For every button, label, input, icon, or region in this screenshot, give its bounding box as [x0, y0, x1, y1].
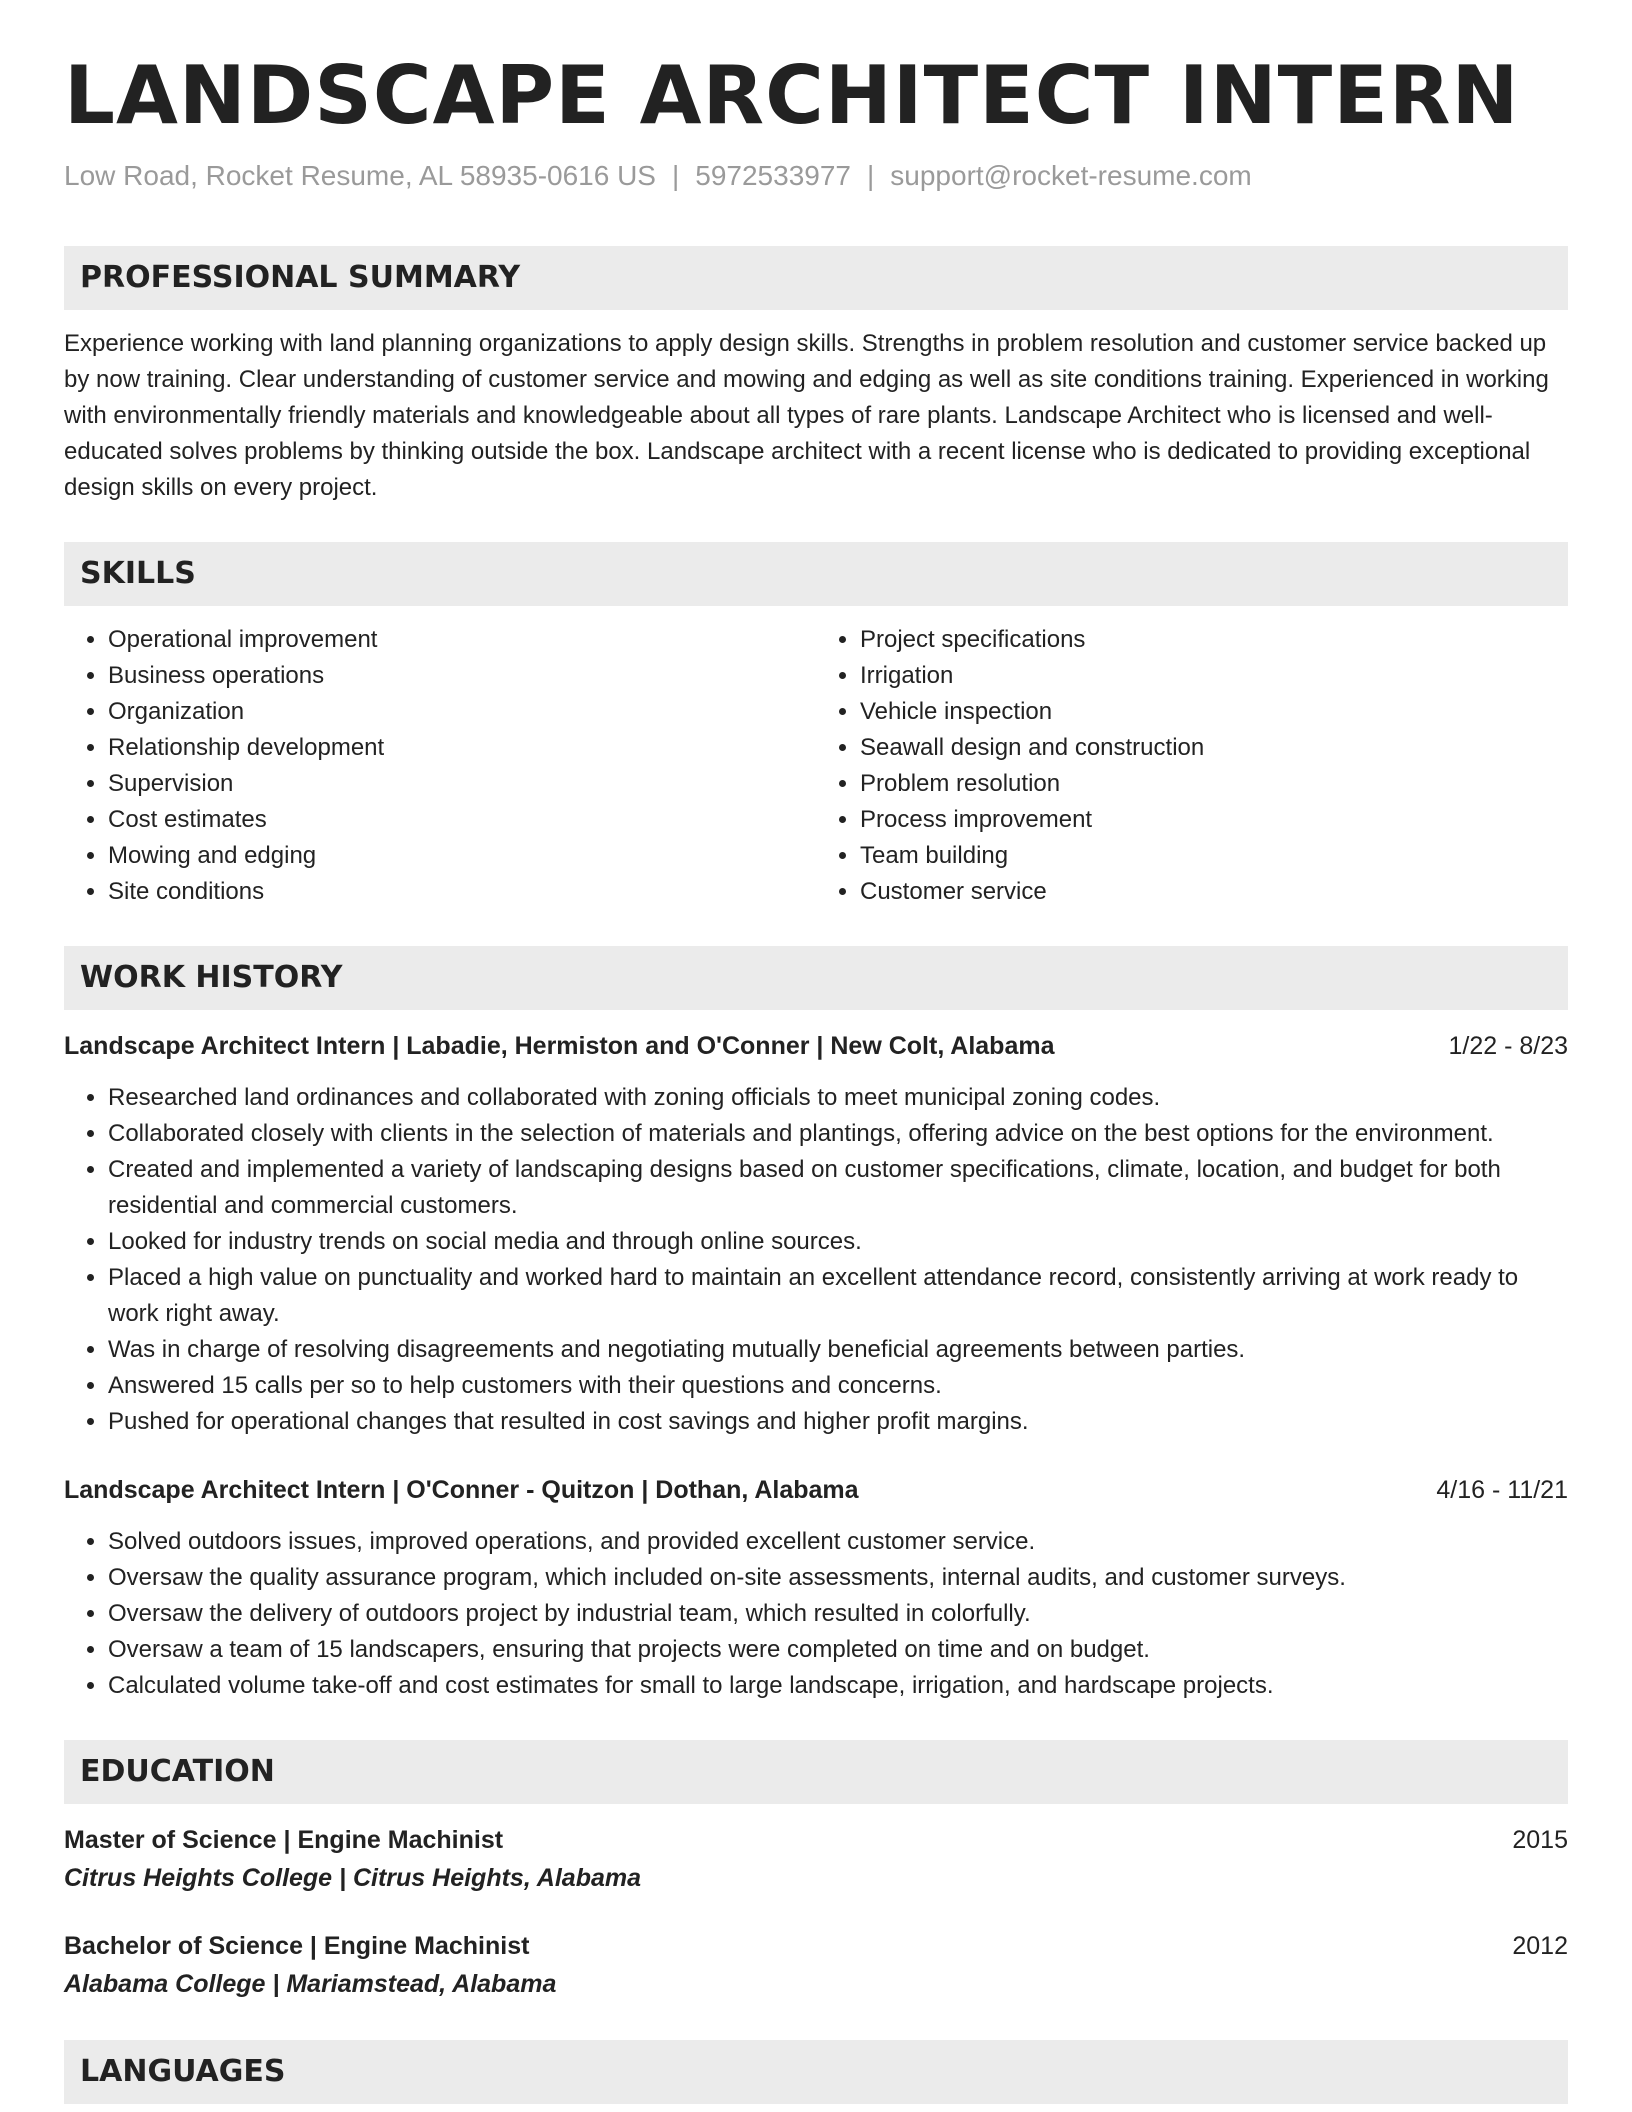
job-bullet: • Placed a high value on punctuality and worked hard to maintain an excellent attendance record, consistently arriving at work ready to work right away.: [108, 1260, 1568, 1332]
skill-item: • Site conditions: [108, 874, 816, 910]
section-header-skills: SKILLS: [64, 542, 1568, 606]
job-bullet: • Calculated volume take-off and cost estimates for small to large landscape, irrigation, and hardscape projects.: [108, 1668, 1568, 1704]
education-school: Alabama College | Mariamstead, Alabama: [64, 1970, 557, 1998]
skill-item: • Process improvement: [860, 802, 1568, 838]
education-heading-row: [64, 1822, 1568, 1858]
skill-item: • Supervision: [108, 766, 816, 802]
job-bullet: • Collaborated closely with clients in the selection of materials and plantings, offering advice on the best options for the environment.: [108, 1116, 1568, 1152]
education-degree: Master of Science | Engine Machinist: [64, 1826, 504, 1854]
job-entry: [64, 1028, 1568, 1440]
contact-line: [64, 160, 1568, 192]
skill-item: • Vehicle inspection: [860, 694, 1568, 730]
job-heading-row: [64, 1028, 1568, 1064]
job-dates: 4/16 - 11/21: [1436, 1476, 1568, 1504]
job-bullet: • Answered 15 calls per so to help customers with their questions and concerns.: [108, 1368, 1568, 1404]
section-header-work-history: WORK HISTORY: [64, 946, 1568, 1010]
skill-item: • Irrigation: [860, 658, 1568, 694]
skill-item: • Operational improvement: [108, 622, 816, 658]
job-bullet: • Pushed for operational changes that resulted in cost savings and higher profit margins.: [108, 1404, 1568, 1440]
contact-separator: |: [671, 160, 680, 191]
job-dates: 1/22 - 8/23: [1448, 1032, 1568, 1060]
education-entry: [64, 1928, 1568, 2004]
summary-text: Experience working with land planning organizations to apply design skills. Strengths in problem resolution and customer service backed up by now training. Clear understanding of customer service and mowing and edging as well as site conditions training. Experienced in working with environmentally friendly materials and knowledgeable about all types of rare plants. Landscape Architect who is licensed and well-educated solves problems by thinking outside the box. Landscape architect with a recent license who is dedicated to providing exceptional design skills on every project.: [64, 330, 1549, 501]
skill-item: • Relationship development: [108, 730, 816, 766]
skill-item: • Team building: [860, 838, 1568, 874]
section-header-education: EDUCATION: [64, 1740, 1568, 1804]
education-year: 2015: [1512, 1826, 1568, 1854]
job-title: Landscape Architect Intern | Labadie, Hermiston and O'Conner | New Colt, Alabama: [64, 1032, 1055, 1060]
education-year: 2012: [1512, 1932, 1568, 1960]
job-bullet: • Oversaw a team of 15 landscapers, ensuring that projects were completed on time and on budget.: [108, 1632, 1568, 1668]
job-bullet: • Looked for industry trends on social media and through online sources.: [108, 1224, 1568, 1260]
skill-item: • Seawall design and construction: [860, 730, 1568, 766]
contact-separator: |: [867, 160, 875, 191]
section-header-summary: PROFESSIONAL SUMMARY: [64, 246, 1568, 310]
job-bullet: • Solved outdoors issues, improved operations, and provided excellent customer service.: [108, 1524, 1568, 1560]
contact-address: Low Road, Rocket Resume, AL 58935-0616 US: [64, 160, 656, 191]
education-heading-row: [64, 1928, 1568, 1964]
job-bullet: • Was in charge of resolving disagreements and negotiating mutually beneficial agreements between parties.: [108, 1332, 1568, 1368]
contact-email: support@rocket-resume.com: [890, 160, 1252, 191]
skills-list: [64, 622, 1568, 910]
job-entry: [64, 1472, 1568, 1704]
job-bullet: • Created and implemented a variety of landscaping designs based on customer specifications, climate, location, and budget for both residential and commercial customers.: [108, 1152, 1568, 1224]
job-bullet: • Researched land ordinances and collaborated with zoning officials to meet municipal zoning codes.: [108, 1080, 1568, 1116]
job-title: Landscape Architect Intern | O'Conner - Quitzon | Dothan, Alabama: [64, 1476, 859, 1504]
education-entry: [64, 1822, 1568, 1898]
education-degree: Bachelor of Science | Engine Machinist: [64, 1932, 530, 1960]
skills-column-right: [816, 622, 1568, 910]
skill-item: • Customer service: [860, 874, 1568, 910]
skill-item: • Problem resolution: [860, 766, 1568, 802]
skills-column-left: [64, 622, 816, 910]
candidate-name: LANDSCAPE ARCHITECT INTERN: [64, 49, 1520, 142]
skill-item: • Organization: [108, 694, 816, 730]
job-bullets: [64, 1080, 1568, 1440]
skill-item: • Business operations: [108, 658, 816, 694]
job-bullet: • Oversaw the quality assurance program, which included on-site assessments, internal audits, and customer surveys.: [108, 1560, 1568, 1596]
education-school: Citrus Heights College | Citrus Heights, Alabama: [64, 1864, 642, 1892]
skill-item: • Cost estimates: [108, 802, 816, 838]
contact-phone: 5972533977: [695, 160, 851, 191]
skill-item: • Mowing and edging: [108, 838, 816, 874]
section-header-languages: LANGUAGES: [64, 2040, 1568, 2104]
job-bullets: [64, 1524, 1568, 1704]
job-bullet: • Oversaw the delivery of outdoors project by industrial team, which resulted in colorfully.: [108, 1596, 1568, 1632]
skill-item: • Project specifications: [860, 622, 1568, 658]
job-heading-row: [64, 1472, 1568, 1508]
